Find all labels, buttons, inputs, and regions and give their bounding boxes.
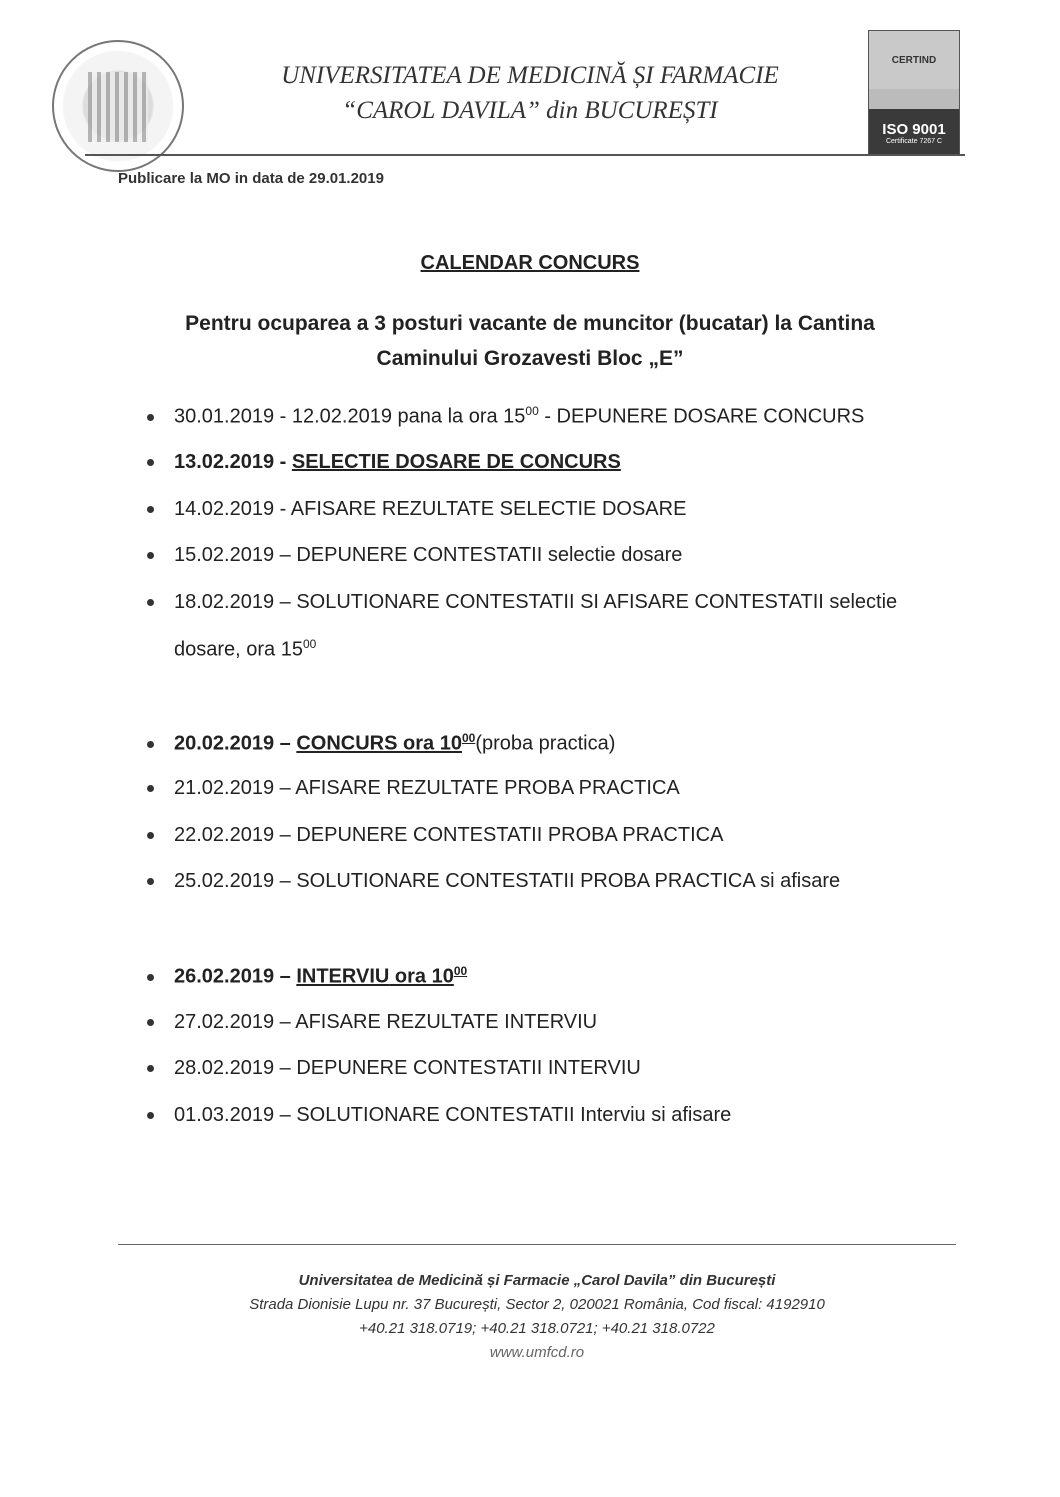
- item-text: 20.02.2019 –: [174, 732, 297, 755]
- university-seal-logo: [52, 40, 184, 172]
- list-item: [147, 870, 840, 893]
- list-item: [147, 498, 686, 521]
- list-item: [147, 1057, 641, 1080]
- bullet-icon: [147, 741, 154, 748]
- item-text: 26.02.2019 –: [174, 965, 297, 988]
- bullet-icon: [147, 599, 154, 606]
- publication-note: Publicare la MO in data de 29.01.2019: [118, 170, 384, 187]
- list-item: [147, 591, 897, 614]
- university-name-line2: “CAROL DAVILA” din BUCUREȘTI: [342, 97, 718, 124]
- item-text: 22.02.2019 – DEPUNERE CONTESTATII PROBA PRACTICA: [174, 824, 724, 846]
- list-item-continuation: [147, 637, 316, 662]
- certificate-label: Certificate 7267 C: [885, 138, 943, 145]
- list-item: [147, 451, 621, 474]
- bullet-icon: [147, 414, 154, 421]
- item-text: - DEPUNERE DOSARE CONCURS: [538, 405, 865, 428]
- item-text: 30.01.2019 - 12.02.2019 pana la ora 15: [174, 405, 526, 428]
- bullet-icon: [147, 459, 154, 466]
- item-text: 21.02.2019 – AFISARE REZULTATE PROBA PRACTICA: [174, 777, 680, 799]
- item-text: 01.03.2019 – SOLUTIONARE CONTESTATII Interviu si afisare: [174, 1104, 732, 1126]
- superscript-minutes: 00: [302, 637, 317, 651]
- item-text: dosare, ora 15: [174, 638, 303, 661]
- superscript-minutes: 00: [525, 404, 539, 418]
- item-text: CONCURS ora 10: [296, 732, 462, 755]
- bullet-icon: [147, 1065, 154, 1072]
- footer-website: www.umfcd.ro: [489, 1344, 585, 1361]
- item-text: SELECTIE DOSARE DE CONCURS: [291, 451, 621, 473]
- university-name-line1: UNIVERSITATEA DE MEDICINĂ ȘI FARMACIE: [281, 62, 779, 89]
- footer-divider: [118, 1244, 956, 1245]
- iso-label: ISO 9001: [882, 121, 946, 138]
- bullet-icon: [147, 1112, 154, 1119]
- list-item: [147, 731, 615, 756]
- footer-phones: +40.21 318.0719; +40.21 318.0721; +40.21 318.0722: [359, 1320, 715, 1337]
- list-item: [147, 824, 723, 847]
- iso-certification-logo: [868, 30, 960, 156]
- list-item: [147, 777, 680, 800]
- item-text: 13.02.2019 -: [174, 451, 292, 473]
- page-title: CALENDAR CONCURS: [420, 252, 640, 274]
- superscript-minutes: 00: [453, 964, 468, 978]
- item-text: 25.02.2019 – SOLUTIONARE CONTESTATII PROBA PRACTICA si afisare: [174, 870, 841, 892]
- list-item: [147, 404, 864, 429]
- header-divider: [85, 154, 965, 156]
- item-text: 28.02.2019 – DEPUNERE CONTESTATII INTERVIU: [174, 1057, 641, 1079]
- item-text: ora 10: [389, 965, 454, 988]
- bullet-icon: [147, 785, 154, 792]
- bullet-icon: [147, 506, 154, 513]
- item-text: 18.02.2019 – SOLUTIONARE CONTESTATII SI AFISARE CONTESTATII selectie: [174, 591, 898, 613]
- bullet-icon: [147, 878, 154, 885]
- superscript-minutes: 00: [461, 731, 476, 745]
- footer-name: Universitatea de Medicină și Farmacie „Carol Davila” din București: [298, 1272, 776, 1289]
- bullet-icon: [147, 1019, 154, 1026]
- bullet-icon: [147, 552, 154, 559]
- item-text: 27.02.2019 – AFISARE REZULTATE INTERVIU: [174, 1011, 598, 1033]
- footer-address: Strada Dionisie Lupu nr. 37 București, Sector 2, 020021 România, Cod fiscal: 4192910: [249, 1296, 825, 1313]
- item-text: 15.02.2019 – DEPUNERE CONTESTATII selectie dosare: [174, 544, 683, 566]
- item-text: INTERVIU: [296, 965, 390, 988]
- certind-logo: CERTIND: [869, 31, 959, 89]
- subtitle-line2: Caminului Grozavesti Bloc „E”: [376, 347, 684, 370]
- item-text: 14.02.2019 - AFISARE REZULTATE SELECTIE DOSARE: [174, 498, 687, 520]
- bullet-icon: [147, 974, 154, 981]
- list-item: [147, 1011, 597, 1034]
- bullet-icon: [147, 832, 154, 839]
- subtitle-line1: Pentru ocuparea a 3 posturi vacante de muncitor (bucatar) la Cantina: [185, 312, 875, 335]
- list-item: [147, 544, 682, 567]
- list-item: [147, 1104, 731, 1127]
- list-item: [147, 964, 467, 989]
- item-text: (proba practica): [475, 732, 616, 755]
